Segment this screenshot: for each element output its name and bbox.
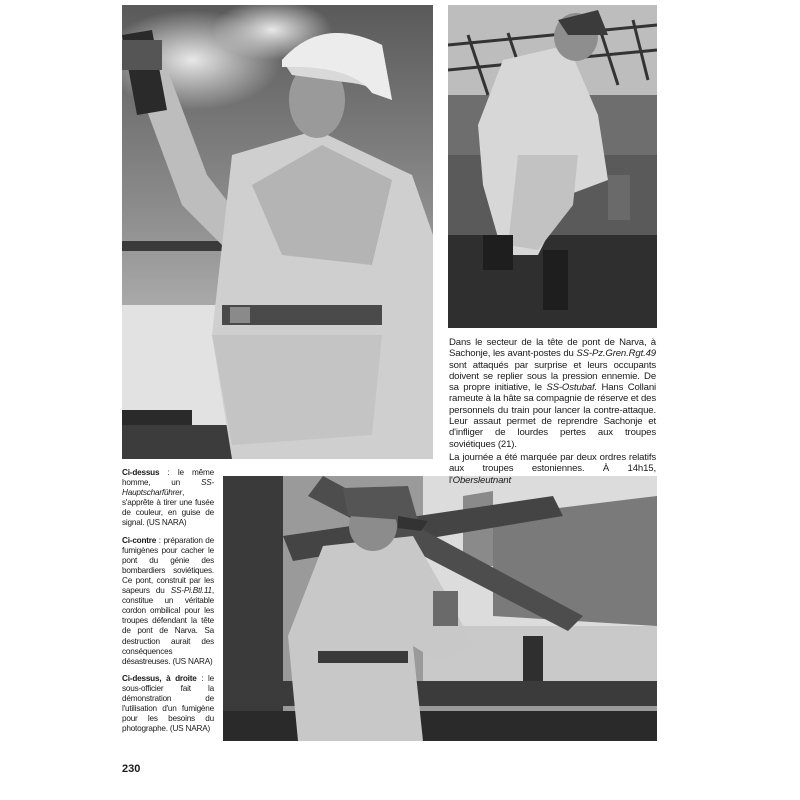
caption-opposite [122,536,214,667]
photo-soldier-signal-flare [122,5,433,459]
caption-term: SS-Hauptscharführer [122,478,214,498]
caption-label: Ci-dessus [122,468,160,477]
caption-term: SS-Pi.Btl.11 [170,586,212,596]
caption-text: , s'apprête à tirer une fusée de couleur, en guise de signal. (US NARA) [122,488,214,528]
caption-text: : préparation de fumigènes pour cacher le pont du génie des bombardiers soviétiques. Ce pont, construit par les sapeurs du [122,535,214,596]
article-body [449,337,656,488]
body-paragraph-2 [449,452,656,486]
photo-captions [122,468,214,741]
rank-name: SS-Ostubaf. [546,382,597,394]
body-text-span: Hans Collani rameute à la hâte sa compagnie de réserve et des personnels du train pour lancer la contre-attaque. Leur assaut permet de reprendre Sachonje et d'infliger de lourdes pertes aux troupes soviétiques (21). [449,382,656,450]
page-number: 230 [122,763,141,775]
rank-name: Obersleutnant [452,474,511,486]
photo-soldier-smoke-demonstration [223,476,657,741]
body-paragraph-1 [449,337,656,450]
photo-soldier-crouching [448,5,657,328]
caption-label: Ci-dessus, à droite [122,673,197,683]
body-text-span: Dans le secteur de la tête de pont de Narva, à Sachonje, les avant-postes du [449,337,656,360]
unit-name: SS-Pz.Gren.Rgt.49 [576,348,656,360]
caption-text: : le même homme, un [122,468,214,488]
caption-above [122,468,214,529]
body-text-span: La journée a été marquée par deux ordres relatifs aux troupes estoniennes. À 14h15, l' [449,451,656,486]
caption-above-right [122,674,214,735]
caption-text: : le sous-officier fait la démonstration de l'utilisation d'un fumigène pour les besoins du photographe. (US NARA) [122,673,214,734]
caption-label: Ci-contre [122,535,157,545]
caption-text: , constitue un véritable cordon ombilical pour les troupes défendant la tête de pont de Narva. Sa destruction aurait des conséquences désastreuses. (US NARA) [122,586,214,666]
body-text-span: sont attaqués par surprise et leurs occupants doivent se replier sous la pression ennemie. De sa propre initiative, le [449,359,656,394]
